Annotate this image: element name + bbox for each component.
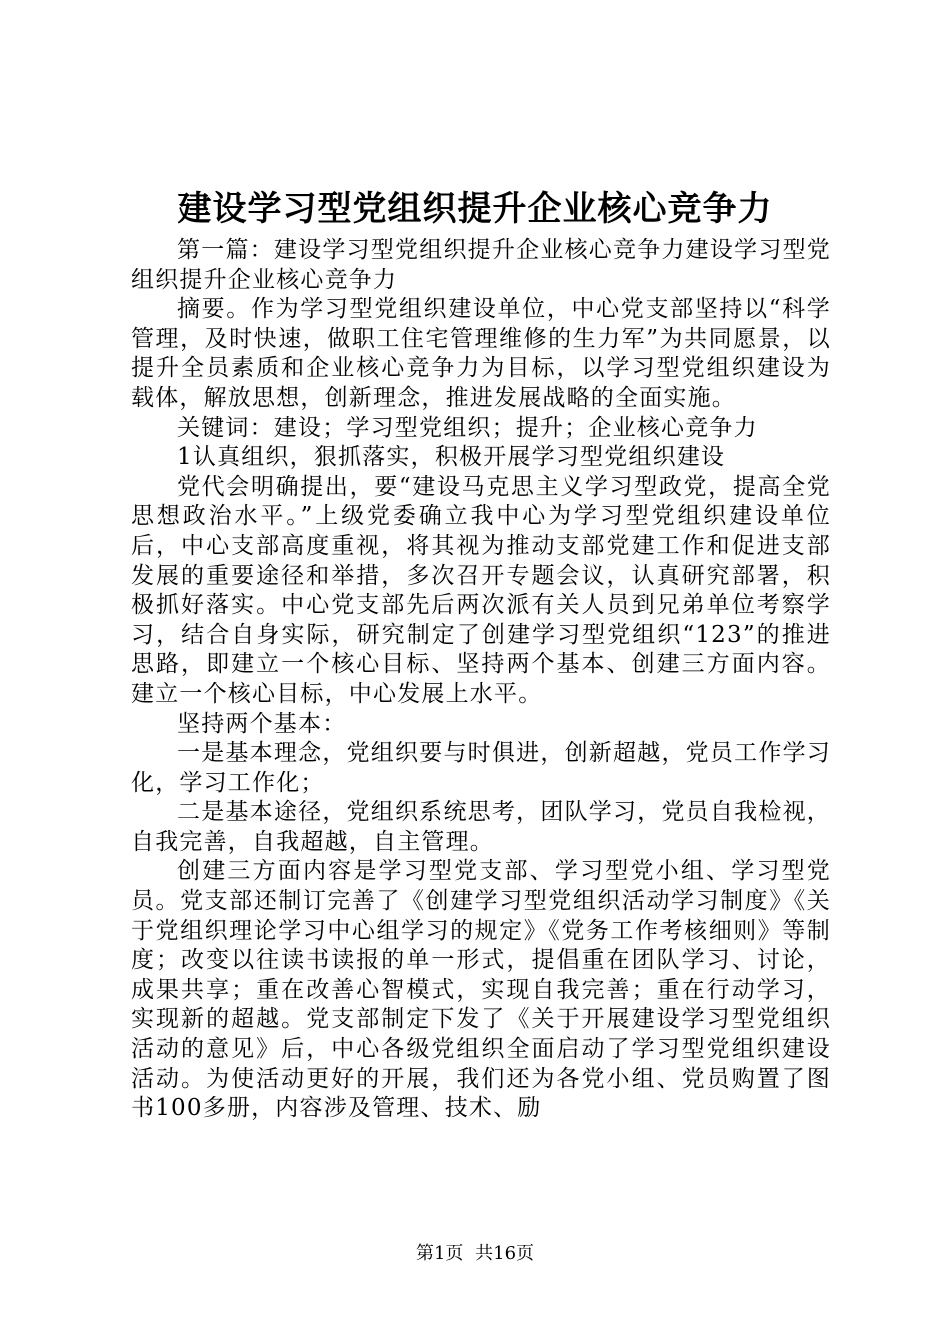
page-number: 第1页 (415, 1243, 464, 1264)
paragraph-keywords: 关键词：建设；学习型党组织；提升；企业核心竞争力 (177, 414, 758, 441)
paragraph-section-heading-1: 1认真组织，狠抓落实，积极开展学习型党组织建设 (177, 444, 726, 471)
document-title: 建设学习型党组织提升企业核心竞争力 (177, 189, 773, 229)
page-total: 共16页 (475, 1243, 535, 1264)
paragraph-body: 二是基本途径，党组织系统思考，团队学习，党员自我检视，自我完善，自我超越，自主管理。 (131, 799, 831, 855)
paragraph-body: 党代会明确提出，要“建设马克思主义学习型政党，提高全党思想政治水平。”上级党委确立我中心为学习型党组织建设单位后，中心支部高度重视，将其视为推动支部党建工作和促进支部发展的重要途径和举措，多次召开专题会议，认真研究部署，积极抓好落实。中心党支部先后两次派有关人员到兄弟单位考察学习，结合自身实际，研究制定了创建学习型党组织“123”的推进思路，即建立一个核心目标、坚持两个基本、创建三方面内容。建立一个核心目标，中心发展上水平。 (131, 473, 831, 707)
document-body (131, 236, 831, 1124)
paragraph-body: 一是基本理念，党组织要与时俱进，创新超越，党员工作学习化，学习工作化； (131, 740, 831, 796)
paragraph-body: 创建三方面内容是学习型党支部、学习型党小组、学习型党员。党支部还制订完善了《创建学习型党组织活动学习制度》《关于党组织理论学习中心组学习的规定》《党务工作考核细则》等制度；改变以往读书读报的单一形式，提倡重在团队学习、讨论，成果共享；重在改善心智模式，实现自我完善；重在行动学习，实现新的超越。党支部制定下发了《关于开展建设学习型党组织活动的意见》后，中心各级党组织全面启动了学习型党组织建设活动。为使活动更好的开展，我们还为各党小组、党员购置了图书100多册，内容涉及管理、技术、励 (131, 858, 831, 1122)
paragraph-body: 坚持两个基本： (177, 710, 347, 737)
paragraph-abstract: 摘要。作为学习型党组织建设单位，中心党支部坚持以“科学管理，及时快速，做职工住宅管理维修的生力军”为共同愿景，以提升全员素质和企业核心竞争力为目标，以学习型党组织建设为载体，解放思想，创新理念，推进发展战略的全面实施。 (131, 296, 831, 411)
paragraph-heading-first-article: 第一篇：建设学习型党组织提升企业核心竞争力建设学习型党组织提升企业核心竞争力 (131, 237, 831, 293)
page-footer (0, 1242, 950, 1266)
